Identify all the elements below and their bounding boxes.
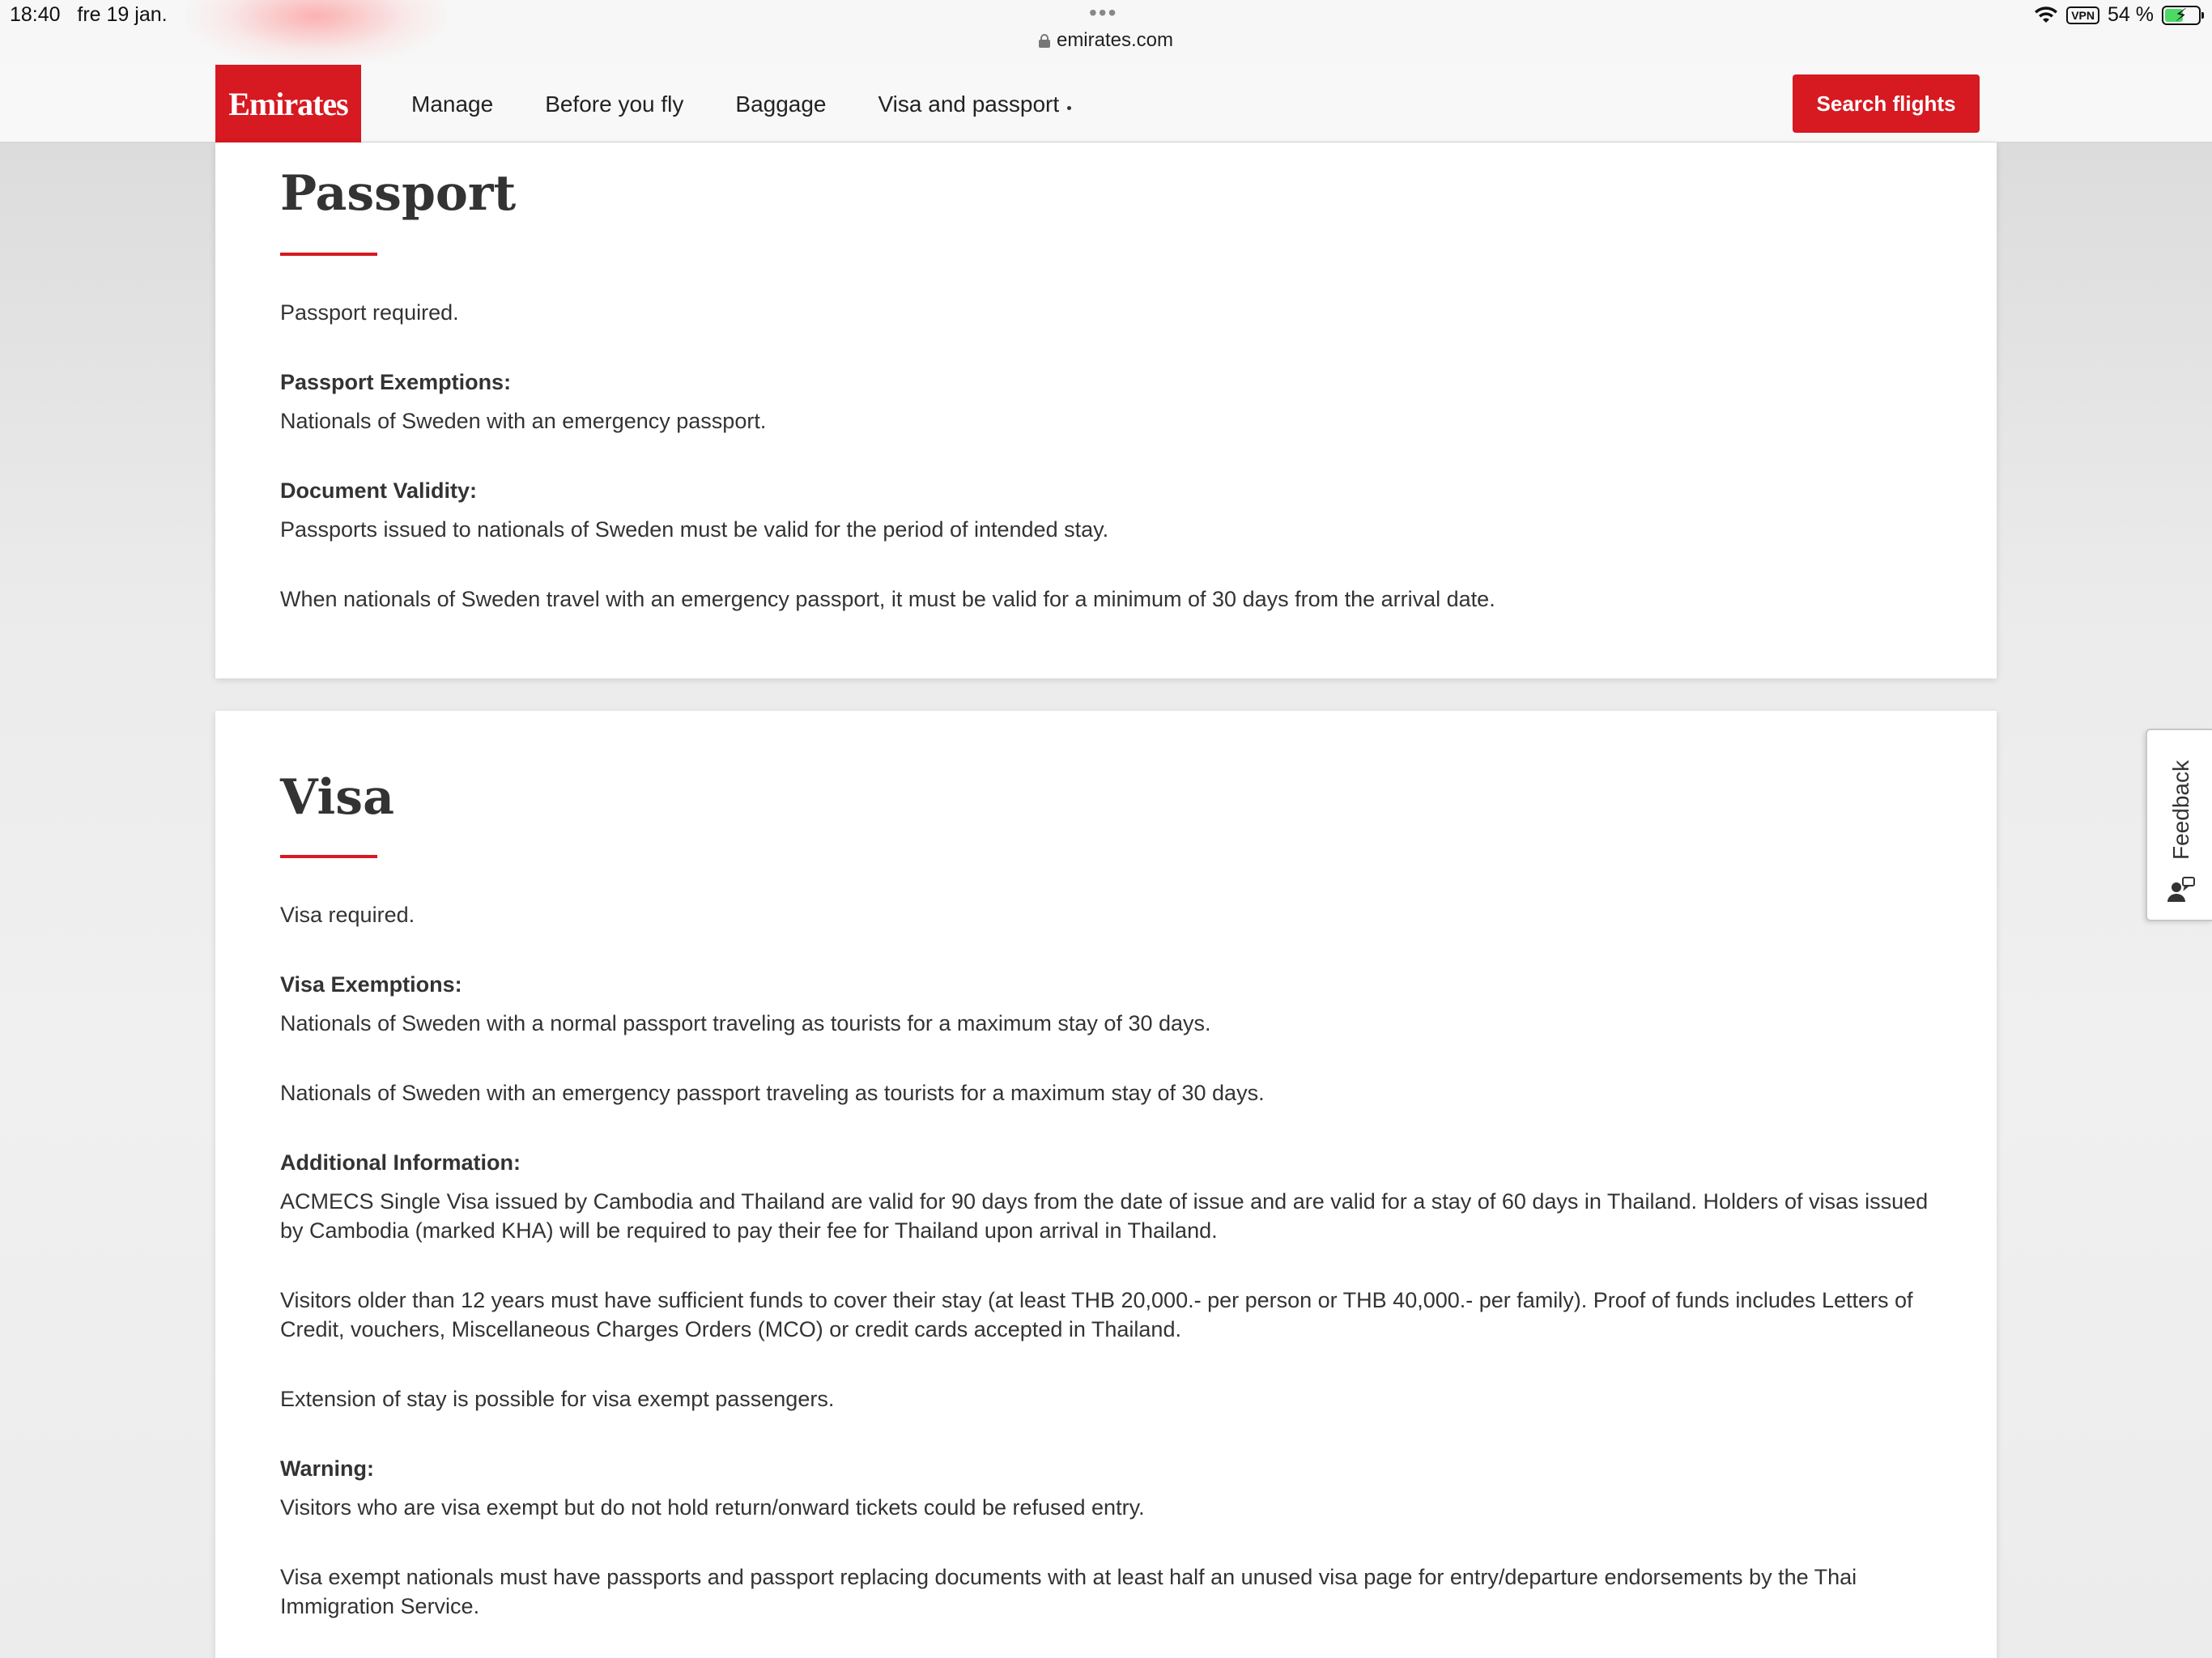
passport-exemptions-heading: Passport Exemptions:	[280, 370, 512, 394]
nav-link-baggage[interactable]: Baggage	[735, 91, 827, 117]
warning-heading: Warning:	[280, 1456, 374, 1481]
nav-link-before-you-fly[interactable]: Before you fly	[545, 91, 684, 117]
feedback-label: Feedback	[2168, 760, 2193, 860]
more-dots-icon[interactable]: •••	[1089, 0, 1118, 25]
status-indicators	[2034, 3, 2201, 27]
nav-link-visa-label: Visa and passport	[878, 91, 1060, 117]
additional-info-text: ACMECS Single Visa issued by Cambodia and Thailand are valid for 90 days from the date of issue and are valid for a stay of 60 days in Thailand. Holders of visas issued by Cambodia (marked KHA) will be required to pay their fee for Thailand upon arrival in Thailand.	[280, 1189, 1929, 1243]
visa-exemptions-heading: Visa Exemptions:	[280, 972, 462, 997]
status-time	[10, 3, 168, 27]
visa-exemptions-text: Nationals of Sweden with an emergency passport traveling as tourists for a maximum stay of 30 days.	[280, 1081, 1265, 1105]
passport-card	[215, 142, 1997, 678]
clock: 18:40	[10, 3, 61, 26]
nav-link-manage[interactable]: Manage	[411, 91, 494, 117]
visa-required: Visa required.	[280, 903, 415, 927]
title-underline	[280, 855, 377, 858]
date: fre 19 jan.	[77, 3, 168, 26]
search-flights-button[interactable]: Search flights	[1793, 74, 1980, 133]
document-validity-text: Passports issued to nationals of Sweden must be valid for the period of intended stay.	[280, 517, 1109, 542]
warning-text: Visitors who are visa exempt but do not hold return/onward tickets could be refused entry.	[280, 1495, 1145, 1520]
additional-info-heading: Additional Information:	[280, 1150, 521, 1175]
wifi-icon	[2034, 6, 2058, 24]
passport-required: Passport required.	[280, 300, 459, 325]
active-dot-icon	[1067, 106, 1071, 110]
feedback-tab[interactable]	[2146, 729, 2212, 921]
vpn-badge: VPN	[2066, 6, 2099, 24]
emirates-logo[interactable]: Emirates	[215, 65, 361, 143]
main-nav	[0, 65, 2212, 143]
address-bar[interactable]	[0, 29, 2212, 52]
passport-exemptions-text: Nationals of Sweden with an emergency passport.	[280, 409, 767, 433]
emergency-passport-validity-text: When nationals of Sweden travel with an emergency passport, it must be valid for a minimum of 30 days from the arrival date.	[280, 587, 1495, 611]
visa-exemptions-text: Nationals of Sweden with a normal passport traveling as tourists for a maximum stay of 30 days.	[280, 1011, 1211, 1035]
additional-info-text: Extension of stay is possible for visa exempt passengers.	[280, 1387, 835, 1411]
status-bar	[0, 0, 2212, 65]
passport-title: Passport	[280, 165, 517, 222]
battery-percent: 54 %	[2108, 3, 2154, 26]
visa-card	[215, 711, 1997, 1658]
url-text: emirates.com	[1056, 29, 1174, 51]
nav-links	[411, 65, 1071, 143]
title-underline	[280, 253, 377, 256]
battery-icon: ⚡	[2162, 6, 2201, 25]
lock-icon	[1039, 34, 1050, 47]
nav-link-visa-and-passport[interactable]	[878, 91, 1072, 117]
feedback-person-icon	[2165, 874, 2197, 907]
visa-title: Visa	[280, 769, 394, 826]
warning-text: Visa exempt nationals must have passports and passport replacing documents with at least half an unused visa page for entry/departure endorsements by the Thai Immigration Service.	[280, 1565, 1857, 1618]
document-validity-heading: Document Validity:	[280, 478, 478, 503]
additional-info-text: Visitors older than 12 years must have sufficient funds to cover their stay (at least THB 20,000.- per person or THB 40,000.- per family). Proof of funds includes Letters of Credit, vouchers, Miscellaneous Charges Orders (MCO) or credit cards accepted in Thailand.	[280, 1288, 1913, 1341]
